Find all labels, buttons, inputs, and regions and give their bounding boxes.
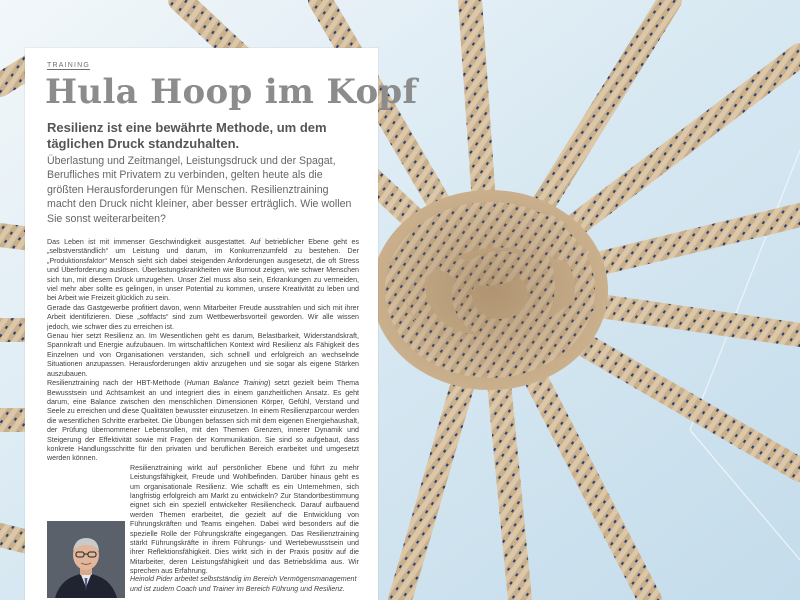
paragraph: Resilienztraining wirkt auf persönlicher Ebene und führt zu mehr Leistungsfähigkeit, Freude und Wohlbefinden. Darüber hinaus geht es um organisationale Resilienz. Wie schafft es ein Unternehmen, sich langfristig erfolgreich am Markt zu entwickeln? Zur Standortbestimmung eignet sich ein speziell entwickelter Resiliencheck. Darauf aufbauend werden Themen erarbeitet, die gezielt auf die Entwicklung von Führungskräften und Teams eingehen. Dabei wird besonders auf die spezielle Rolle der Führungskräfte eingegangen. Das Resilienztraining stärkt Führungskräfte in ihrem Führungs- und Wertebewusstsein und ihrer Reflektionsfähigkeit. Dies wirkt sich in der Praxis positiv auf die Mitarbeiter, deren Leistungsfähigkeit und das Betriebsklima aus. Wir sprechen aus Erfahrung. — [130, 463, 359, 576]
text-run: Resilienztraining nach der HBT-Methode ( — [47, 379, 187, 388]
paragraph — [47, 379, 359, 464]
text-run: ) setzt gezielt beim Thema Bewusstsein und Achtsamkeit an und integriert dies in einem ganzheitlichen Ansatz. Es geht darum, eine Balance zwischen den menschlichen Dimensionen Körper, Gefühl, Verstand und Seele zu erreichen und diese Qualitäten bewusster einzusetzen. In einem Resilienzparcour werden die wesentlichen Schritte erarbeitet. Die Übungen befassen sich mit dem eigenen Energiehaushalt, der Prüfung übernommener Lebensrollen, mit den Themen Grenzen, innerer Dynamik und Steigerung der Effektivität sowie mit Fragen der Kommunikation. Sie sind so aufgebaut, dass konkrete Handlungsschritte für den privaten und beruflichen Bereich erarbeitet und umgesetzt werden können. — [47, 379, 359, 463]
headline: Hula Hoop im Kopf — [45, 72, 418, 112]
paragraph: Das Leben ist mit immenser Geschwindigkeit ausgestattet. Auf betrieblicher Ebene geht es „selbstverständlich“ um Leistung und darum, im Konkurrenzumfeld zu bestehen. Der „Produktionsfaktor“ Mensch sieht sich dabei steigenden Anforderungen ausgesetzt, die oft Stress und Überforderung auslösen. Überlastungskrankheiten wie Burnout zeigen, wie schwer Menschen sich tun, mit diesem Druck umzugehen. Unser Ziel muss also sein, Erkrankungen zu vermeiden, viel mehr aber sollte es gelingen, in unser Potential zu kommen, unsere Kreativität zu leben und bei Arbeit wie Freizeit glücklich zu sein. — [47, 238, 359, 303]
paragraph: Genau hier setzt Resilienz an. Im Wesentlichen geht es darum, Belastbarkeit, Widerstandskraft, Spannkraft und Energie aufzubauen. Im wirtschaftlichen Kontext wird Resilienz als Fähigkeit des Einzelnen und von Organisationen verstanden, sich schnell und erfolgreich an wechselnde Situationen anzupassen. Herausforderungen aktiv anzugehen und sie sogar als eigene Stärken auszubauen. — [47, 332, 359, 378]
author-bio: Heinold Pider arbeitet selbstständig im Bereich Vermögensmanagement und ist zudem Coach und Trainer im Bereich Führung und Resilienz. — [130, 575, 357, 593]
article-panel — [25, 48, 418, 600]
method-name: Human Balance Training — [186, 379, 269, 388]
section-label: TRAINING — [47, 62, 91, 69]
paragraph: Gerade das Gastgewerbe profitiert davon, wenn Mitarbeiter Freude ausstrahlen und sich mit ihrer Arbeit identifizieren. Diese „softfacts“ sind zum Wettbewerbsvorteil geworden. Wir alle wissen jedoch, wie schwer dies zu erreichen ist. — [47, 303, 359, 331]
subheadline: Resilienz ist eine bewährte Methode, um dem täglichen Druck standzuhalten. — [47, 120, 327, 151]
lead-paragraph: Überlastung und Zeitmangel, Leistungsdruck und der Spagat, Berufliches mit Privatem zu verbinden, gelten heute als die größten Herausforderungen für Menschen. Resilienztraining macht den Druck nicht kleiner, aber besser erträglich. Wie wollen Sie sonst weiterarbeiten? — [47, 155, 352, 225]
author-portrait — [47, 521, 125, 598]
